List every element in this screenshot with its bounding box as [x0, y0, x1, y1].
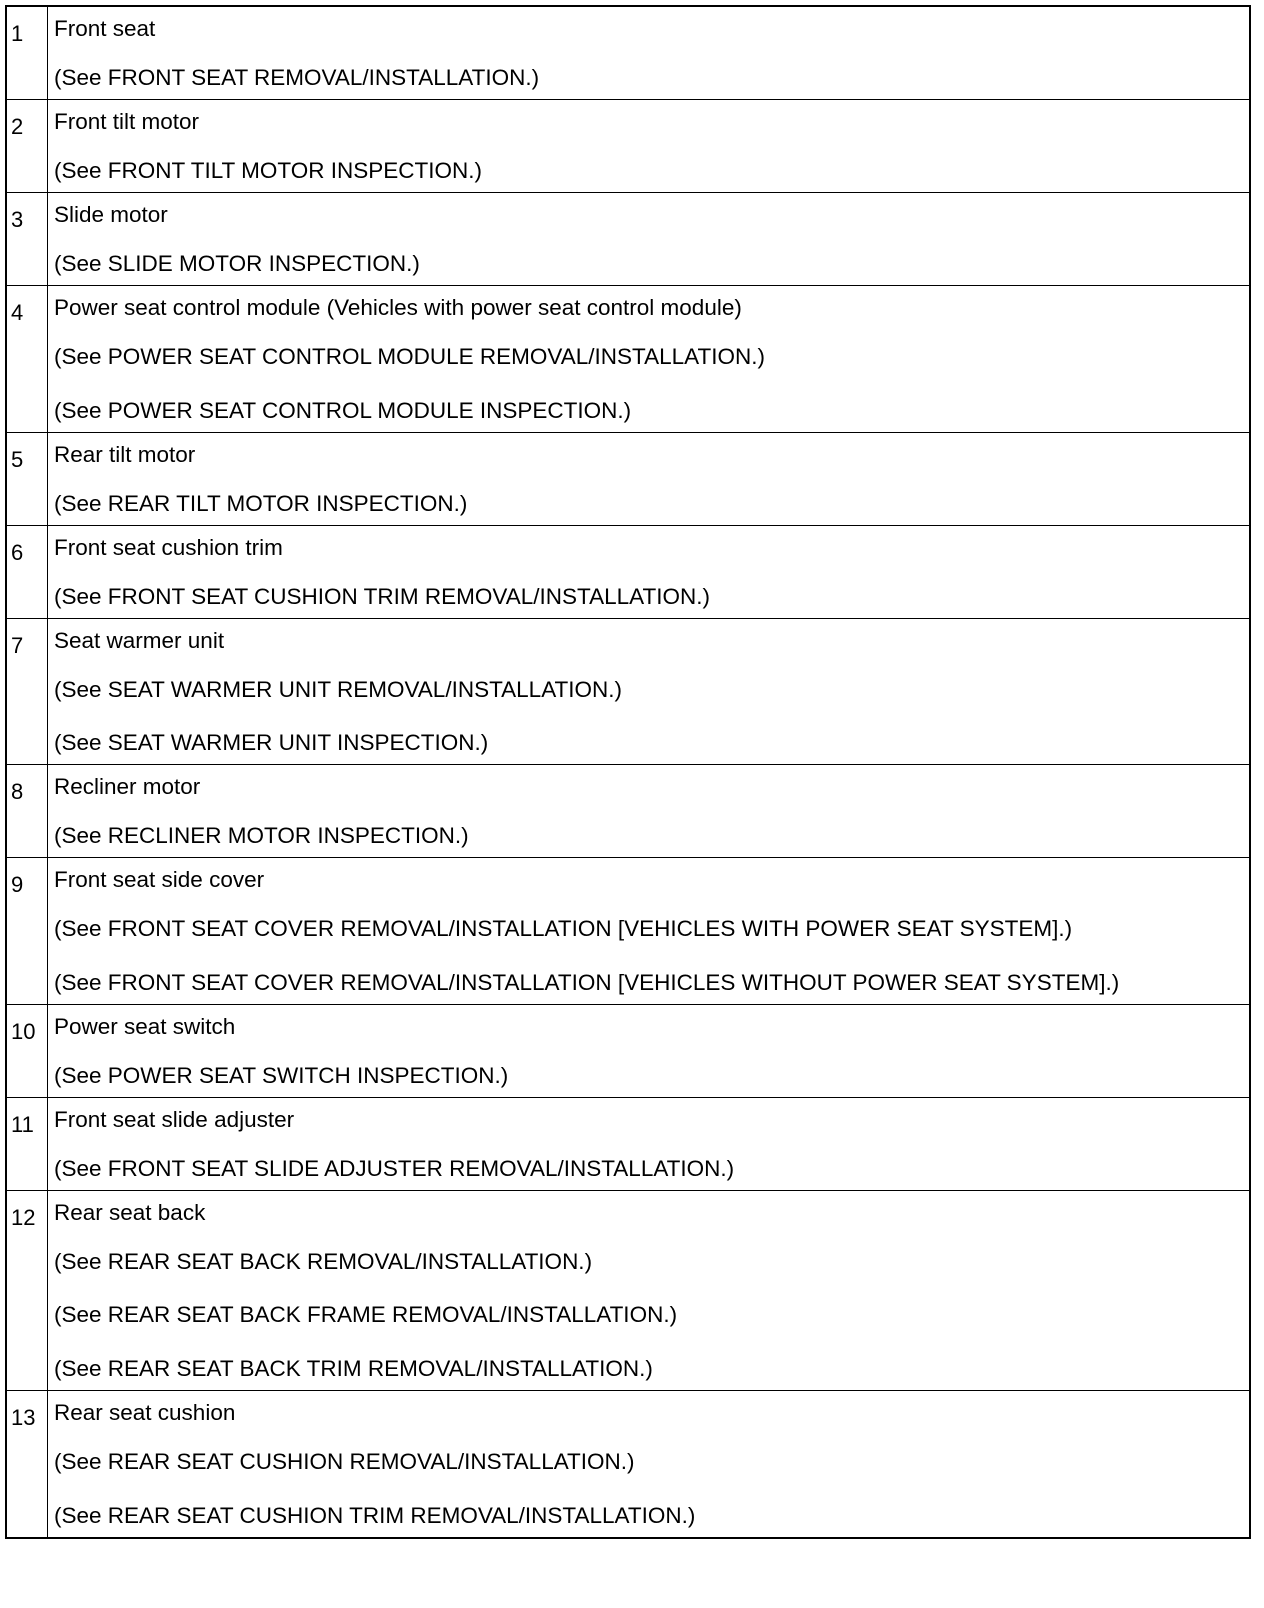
- item-content: [48, 100, 1251, 193]
- item-number: 7: [6, 618, 48, 765]
- item-reference-link[interactable]: (See POWER SEAT CONTROL MODULE REMOVAL/INSTALLATION.): [54, 344, 765, 369]
- item-content: [48, 765, 1251, 858]
- table-row: [6, 765, 1250, 858]
- table-row: [6, 1004, 1250, 1097]
- item-content: [48, 432, 1251, 525]
- item-title: Rear tilt motor: [54, 441, 196, 467]
- item-reference-link[interactable]: (See POWER SEAT CONTROL MODULE INSPECTION.): [54, 397, 632, 423]
- table-row: [6, 432, 1250, 525]
- item-number: 6: [6, 525, 48, 618]
- item-number: 11: [6, 1097, 48, 1190]
- item-reference-link[interactable]: (See FRONT TILT MOTOR INSPECTION.): [54, 158, 482, 183]
- item-content: [48, 618, 1251, 765]
- item-reference-link[interactable]: (See FRONT SEAT REMOVAL/INSTALLATION.): [54, 65, 540, 90]
- item-reference-link[interactable]: (See REAR SEAT BACK TRIM REMOVAL/INSTALLATION.): [54, 1355, 653, 1381]
- item-title: Slide motor: [54, 202, 168, 227]
- item-number: 10: [6, 1004, 48, 1097]
- item-number: 13: [6, 1390, 48, 1537]
- item-title: Front seat: [54, 16, 156, 41]
- item-title: Rear seat back: [54, 1199, 206, 1225]
- item-reference-link[interactable]: (See SEAT WARMER UNIT INSPECTION.): [54, 730, 489, 756]
- table-row: [6, 1097, 1250, 1190]
- item-number: 3: [6, 193, 48, 286]
- item-content: [48, 525, 1251, 618]
- item-reference-link[interactable]: (See FRONT SEAT COVER REMOVAL/INSTALLATION [VEHICLES WITH POWER SEAT SYSTEM].): [54, 916, 1073, 942]
- item-number: 2: [6, 100, 48, 193]
- item-number: 4: [6, 286, 48, 433]
- table-row: [6, 286, 1250, 433]
- item-number: 5: [6, 432, 48, 525]
- item-reference-link[interactable]: (See POWER SEAT SWITCH INSPECTION.): [54, 1062, 509, 1088]
- item-title: Front seat cushion trim: [54, 534, 283, 560]
- item-title: Front seat side cover: [54, 867, 265, 893]
- item-reference-link[interactable]: (See FRONT SEAT COVER REMOVAL/INSTALLATION [VEHICLES WITHOUT POWER SEAT SYSTEM].): [54, 969, 1120, 995]
- item-reference-link[interactable]: (See REAR SEAT BACK FRAME REMOVAL/INSTALLATION.): [54, 1302, 678, 1328]
- item-title: Front seat slide adjuster: [54, 1106, 295, 1132]
- item-title: Power seat control module (Vehicles with power seat control module): [54, 295, 742, 320]
- parts-table-body: [6, 6, 1250, 1538]
- item-reference-link[interactable]: (See SLIDE MOTOR INSPECTION.): [54, 251, 420, 276]
- item-title: Front tilt motor: [54, 109, 200, 134]
- item-number: 1: [6, 6, 48, 100]
- item-content: [48, 1390, 1251, 1537]
- item-content: [48, 1004, 1251, 1097]
- item-title: Power seat switch: [54, 1013, 236, 1039]
- table-row: [6, 6, 1250, 100]
- item-content: [48, 6, 1251, 100]
- item-content: [48, 1097, 1251, 1190]
- item-content: [48, 1190, 1251, 1390]
- item-number: 9: [6, 858, 48, 1005]
- item-reference-link[interactable]: (See SEAT WARMER UNIT REMOVAL/INSTALLATION.): [54, 676, 623, 702]
- table-row: [6, 525, 1250, 618]
- table-row: [6, 1390, 1250, 1537]
- item-content: [48, 193, 1251, 286]
- item-reference-link[interactable]: (See REAR SEAT CUSHION TRIM REMOVAL/INSTALLATION.): [54, 1502, 696, 1528]
- item-title: Seat warmer unit: [54, 627, 225, 653]
- table-row: [6, 858, 1250, 1005]
- table-row: [6, 193, 1250, 286]
- item-reference-link[interactable]: (See RECLINER MOTOR INSPECTION.): [54, 823, 469, 849]
- item-reference-link[interactable]: (See REAR SEAT BACK REMOVAL/INSTALLATION.): [54, 1248, 593, 1274]
- item-reference-link[interactable]: (See FRONT SEAT CUSHION TRIM REMOVAL/INSTALLATION.): [54, 583, 710, 609]
- item-title: Rear seat cushion: [54, 1399, 236, 1425]
- table-row: [6, 100, 1250, 193]
- item-number: 12: [6, 1190, 48, 1390]
- item-content: [48, 858, 1251, 1005]
- item-title: Recliner motor: [54, 774, 201, 800]
- parts-table: [5, 5, 1251, 1539]
- item-reference-link[interactable]: (See FRONT SEAT SLIDE ADJUSTER REMOVAL/INSTALLATION.): [54, 1155, 735, 1181]
- table-row: [6, 1190, 1250, 1390]
- item-number: 8: [6, 765, 48, 858]
- item-reference-link[interactable]: (See REAR SEAT CUSHION REMOVAL/INSTALLATION.): [54, 1448, 635, 1474]
- item-content: [48, 286, 1251, 433]
- table-row: [6, 618, 1250, 765]
- item-reference-link[interactable]: (See REAR TILT MOTOR INSPECTION.): [54, 490, 468, 516]
